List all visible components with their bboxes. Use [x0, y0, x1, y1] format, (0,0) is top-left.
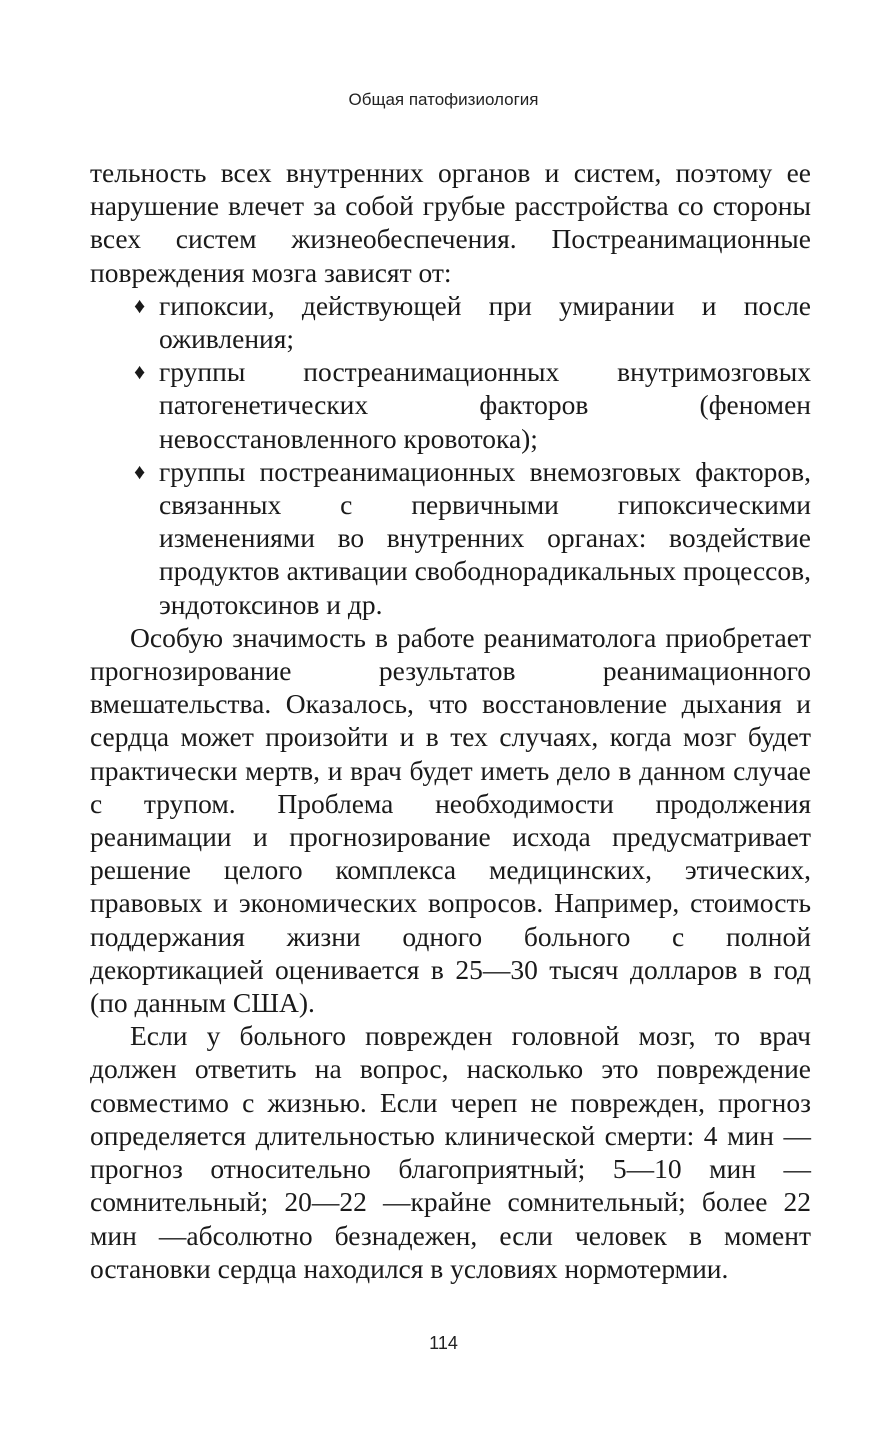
paragraph-brain-damage: Если у больного поврежден головной мозг, то врач должен ответить на вопрос, насколько это повреждение совместимо с жизнью. Если череп не поврежден, прогноз определяется длительностью клинической смерти: 4 мин —прогноз относительно благоприятный; 5—10 мин —сомнительный; 20—22 —крайне сомнительный; более 22 мин —абсолютно безнадежен, если человек в момент остановки сердца находился в условиях нормотермии.	[90, 1020, 811, 1284]
intro-paragraph: тельность всех внутренних органов и систем, поэтому ее нарушение влечет за собой грубые расстройства со стороны всех систем жизнеобеспечения. Постреанимационные повреждения мозга зависят от:	[90, 157, 811, 288]
diamond-bullet-icon: ♦	[134, 458, 146, 484]
list-item	[90, 355, 811, 455]
diamond-bullet-icon: ♦	[134, 292, 146, 318]
running-title: Общая патофизиология	[348, 90, 539, 109]
paragraph-prognosis: Особую значимость в работе реаниматолога приобретает прогнозирование результатов реанимационного вмешательства. Оказалось, что восстановление дыхания и сердца может произойти и в тех случаях, когда мозг будет практически мертв, и врач будет иметь дело в данном случае с трупом. Проблема необходимости продолжения реанимации и прогнозирование исхода предусматривает решение целого комплекса медицинских, этических, правовых и экономических вопросов. Например, стоимость поддержания жизни одного больного с полной декортикацией оценивается в 25—30 тысяч долларов в год (по данным США).	[90, 621, 811, 1019]
page-number: 114	[429, 1333, 458, 1353]
list-item	[90, 455, 811, 621]
list-item-text: группы постреанимационных внутримозговых патогенетических факторов (феномен невосстановленного кровотока);	[159, 356, 811, 454]
diamond-bullet-icon: ♦	[134, 359, 146, 385]
list-item	[90, 289, 811, 355]
list-item-text: гипоксии, действующей при умирании и после оживления;	[159, 289, 811, 355]
bullet-list	[90, 289, 811, 621]
body-text	[90, 156, 811, 1285]
list-item-text: группы постреанимационных внемозговых факторов, связанных с первичными гипоксическими изменениями во внутренних органах: воздействие продуктов активации свободнорадикальных процессов, эндотоксинов и др.	[159, 455, 811, 620]
